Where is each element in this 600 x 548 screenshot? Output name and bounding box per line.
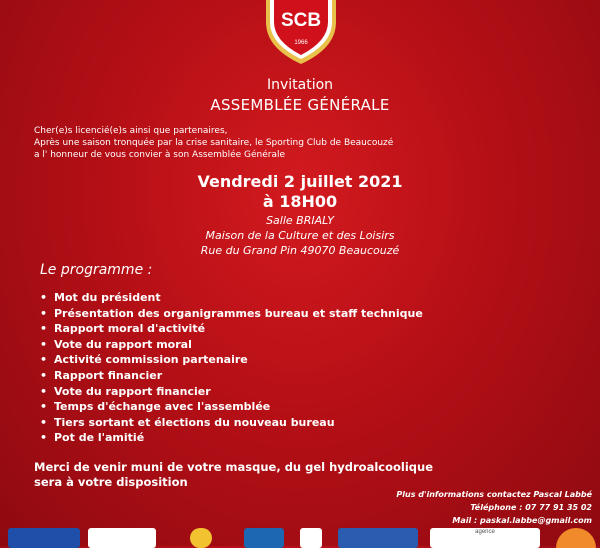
venue-place: Maison de la Culture et des Loisirs xyxy=(205,229,395,242)
contact-block xyxy=(396,488,592,527)
programme-item: • Temps d'échange avec l'assemblée xyxy=(38,399,423,415)
programme-item: • Mot du président xyxy=(38,290,423,306)
sponsor-logo xyxy=(338,528,418,548)
contact-name: Plus d'informations contactez Pascal Labbé xyxy=(396,490,592,499)
programme-item: • Rapport moral d'activité xyxy=(38,321,423,337)
programme-item: • Rapport financier xyxy=(38,368,423,384)
sponsor-logo xyxy=(430,528,540,548)
sponsor-logo xyxy=(88,528,156,548)
venue-hall: Salle BRIALY xyxy=(266,214,334,227)
assembly-title: ASSEMBLÉE GÉNÉRALE xyxy=(210,96,390,114)
intro-text xyxy=(34,125,393,161)
programme-item: • Activité commission partenaire xyxy=(38,352,423,368)
event-date: Vendredi 2 juillet 2021 xyxy=(197,172,403,191)
sponsor-logo xyxy=(8,528,80,548)
sponsor-logo xyxy=(190,528,212,548)
closing-line: sera à votre disposition xyxy=(34,475,188,489)
sponsor-logo xyxy=(244,528,284,548)
programme-item: • Présentation des organigrammes bureau et staff technique xyxy=(38,306,423,322)
intro-line: Après une saison tronquée par la crise sanitaire, le Sporting Club de Beaucouzé xyxy=(34,138,394,148)
club-crest xyxy=(262,0,340,64)
programme-title: Le programme : xyxy=(40,262,153,278)
programme-item: • Pot de l'amitié xyxy=(38,430,423,446)
crest-initials: SCB xyxy=(280,10,322,31)
sponsor-agence-label: agence xyxy=(475,529,495,535)
closing-line: Merci de venir muni de votre masque, du gel hydroalcoolique xyxy=(34,460,434,474)
event-venue xyxy=(0,213,600,258)
sponsor-strip xyxy=(0,528,600,546)
event-time: à 18H00 xyxy=(262,192,338,211)
contact-phone: Téléphone : 07 77 91 35 02 xyxy=(470,503,592,512)
sponsor-logo xyxy=(300,528,322,548)
contact-email: Mail : paskal.labbe@gmail.com xyxy=(452,516,592,525)
closing-note xyxy=(34,460,454,490)
crest-year: 1966 xyxy=(294,40,308,46)
venue-address: Rue du Grand Pin 49070 Beaucouzé xyxy=(200,244,400,257)
programme-list xyxy=(38,290,423,446)
programme-item: • Tiers sortant et élections du nouveau bureau xyxy=(38,415,423,431)
programme-item: • Vote du rapport financier xyxy=(38,384,423,400)
intro-line: a l' honneur de vous convier à son Assemblée Générale xyxy=(34,150,286,160)
intro-line: Cher(e)s licencié(e)s ainsi que partenaires, xyxy=(34,126,228,136)
sponsor-logo xyxy=(556,528,596,548)
programme-item: • Vote du rapport moral xyxy=(38,337,423,353)
invitation-label: Invitation xyxy=(266,77,334,93)
